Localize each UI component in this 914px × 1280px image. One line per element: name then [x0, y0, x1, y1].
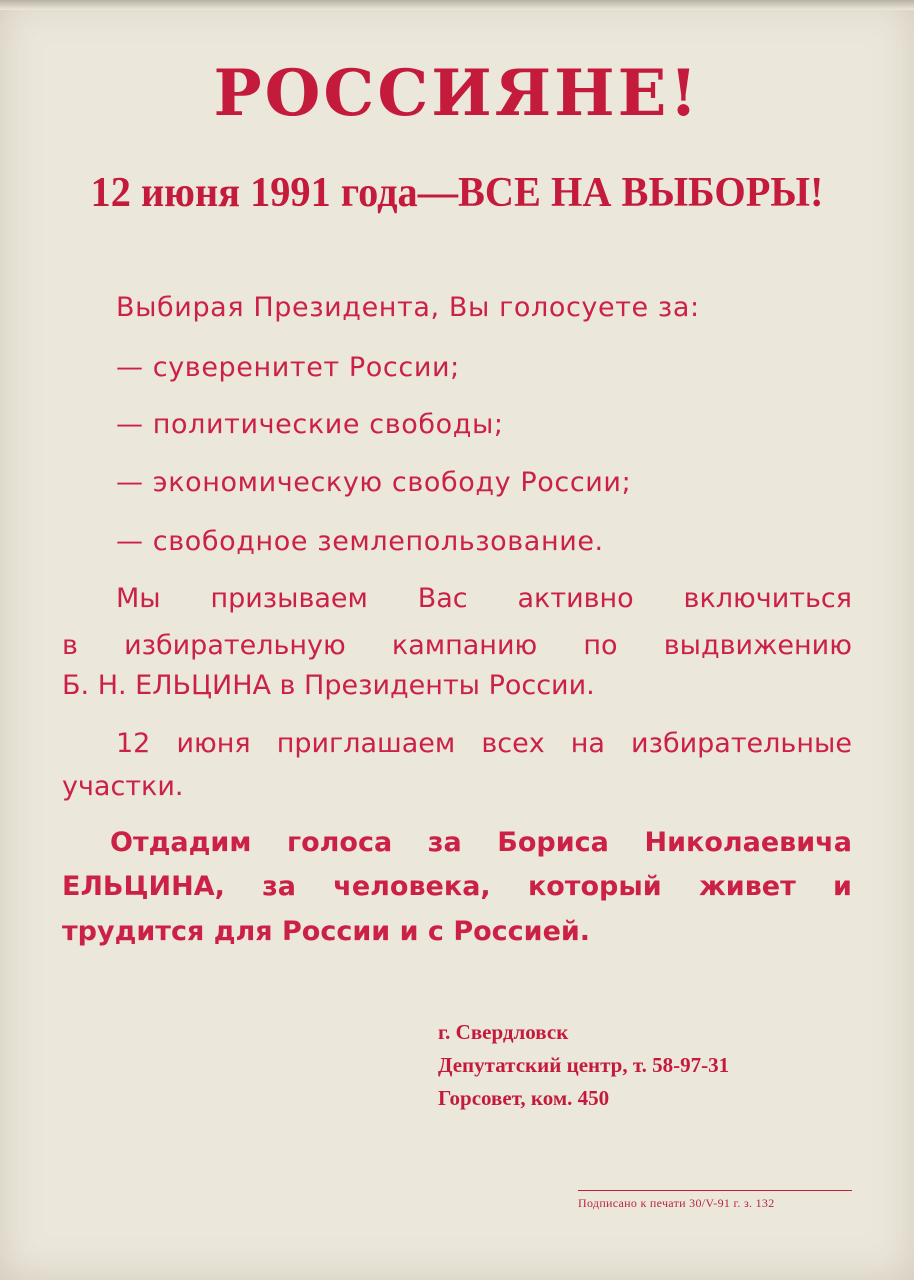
address-city-council: Горсовет, ком. 450: [438, 1086, 610, 1110]
subheadline: 12 июня 1991 года—ВСЕ НА ВЫБОРЫ!: [90, 170, 824, 216]
list-item: — экономическую свободу России;: [116, 467, 632, 498]
word: за: [262, 871, 297, 902]
appeal-line-3: трудится для России и с Россией.: [62, 916, 591, 947]
word: активно: [517, 583, 634, 614]
word: выдвижению: [663, 630, 852, 661]
word: и: [833, 871, 852, 902]
word: кампанию: [391, 630, 538, 661]
address-deputy-center: Депутатский центр, т. 58-97-31: [438, 1053, 730, 1077]
word: голоса: [287, 827, 393, 858]
word: живет: [698, 871, 796, 902]
paragraph-1-line-1: [116, 585, 852, 612]
print-imprint: Подписано к печати 30/V-91 г. з. 132: [578, 1196, 775, 1210]
word: Бориса: [497, 827, 609, 858]
word: июня: [176, 728, 251, 759]
word: на: [570, 728, 605, 759]
paragraph-1-line-2: [62, 632, 852, 659]
word: Николаевича: [644, 827, 852, 858]
list-item: — политические свободы;: [116, 409, 504, 440]
word: 12: [116, 728, 151, 759]
address-block: [438, 1016, 729, 1115]
paragraph-2-line-1: [116, 730, 852, 757]
poster-top-edge: [0, 0, 914, 10]
word: ЕЛЬЦИНА,: [62, 871, 225, 902]
list-item: — суверенитет России;: [116, 352, 460, 383]
headline: РОССИЯНЕ!: [213, 56, 701, 131]
paragraph-2-line-2: участки.: [62, 771, 184, 802]
word: человека,: [333, 871, 491, 902]
word: Вас: [417, 583, 468, 614]
word: по: [583, 630, 618, 661]
appeal-line-1: [110, 829, 852, 856]
imprint-rule: [578, 1190, 852, 1191]
word: Отдадим: [110, 827, 252, 858]
word: в: [62, 630, 78, 661]
list-item: — свободное землепользование.: [116, 526, 604, 557]
word: избирательные: [631, 728, 852, 759]
word: за: [427, 827, 462, 858]
word: всех: [481, 728, 545, 759]
word: Мы: [116, 583, 161, 614]
intro-line: Выбирая Президента, Вы голосуете за:: [116, 292, 700, 323]
word: который: [527, 871, 662, 902]
appeal-line-2: [62, 873, 852, 900]
word: включиться: [683, 583, 852, 614]
paragraph-1-line-3: Б. Н. ЕЛЬЦИНА в Президенты России.: [62, 670, 595, 701]
address-city: г. Свердловск: [438, 1020, 569, 1044]
word: призываем: [210, 583, 368, 614]
word: приглашаем: [276, 728, 456, 759]
word: избирательную: [124, 630, 346, 661]
